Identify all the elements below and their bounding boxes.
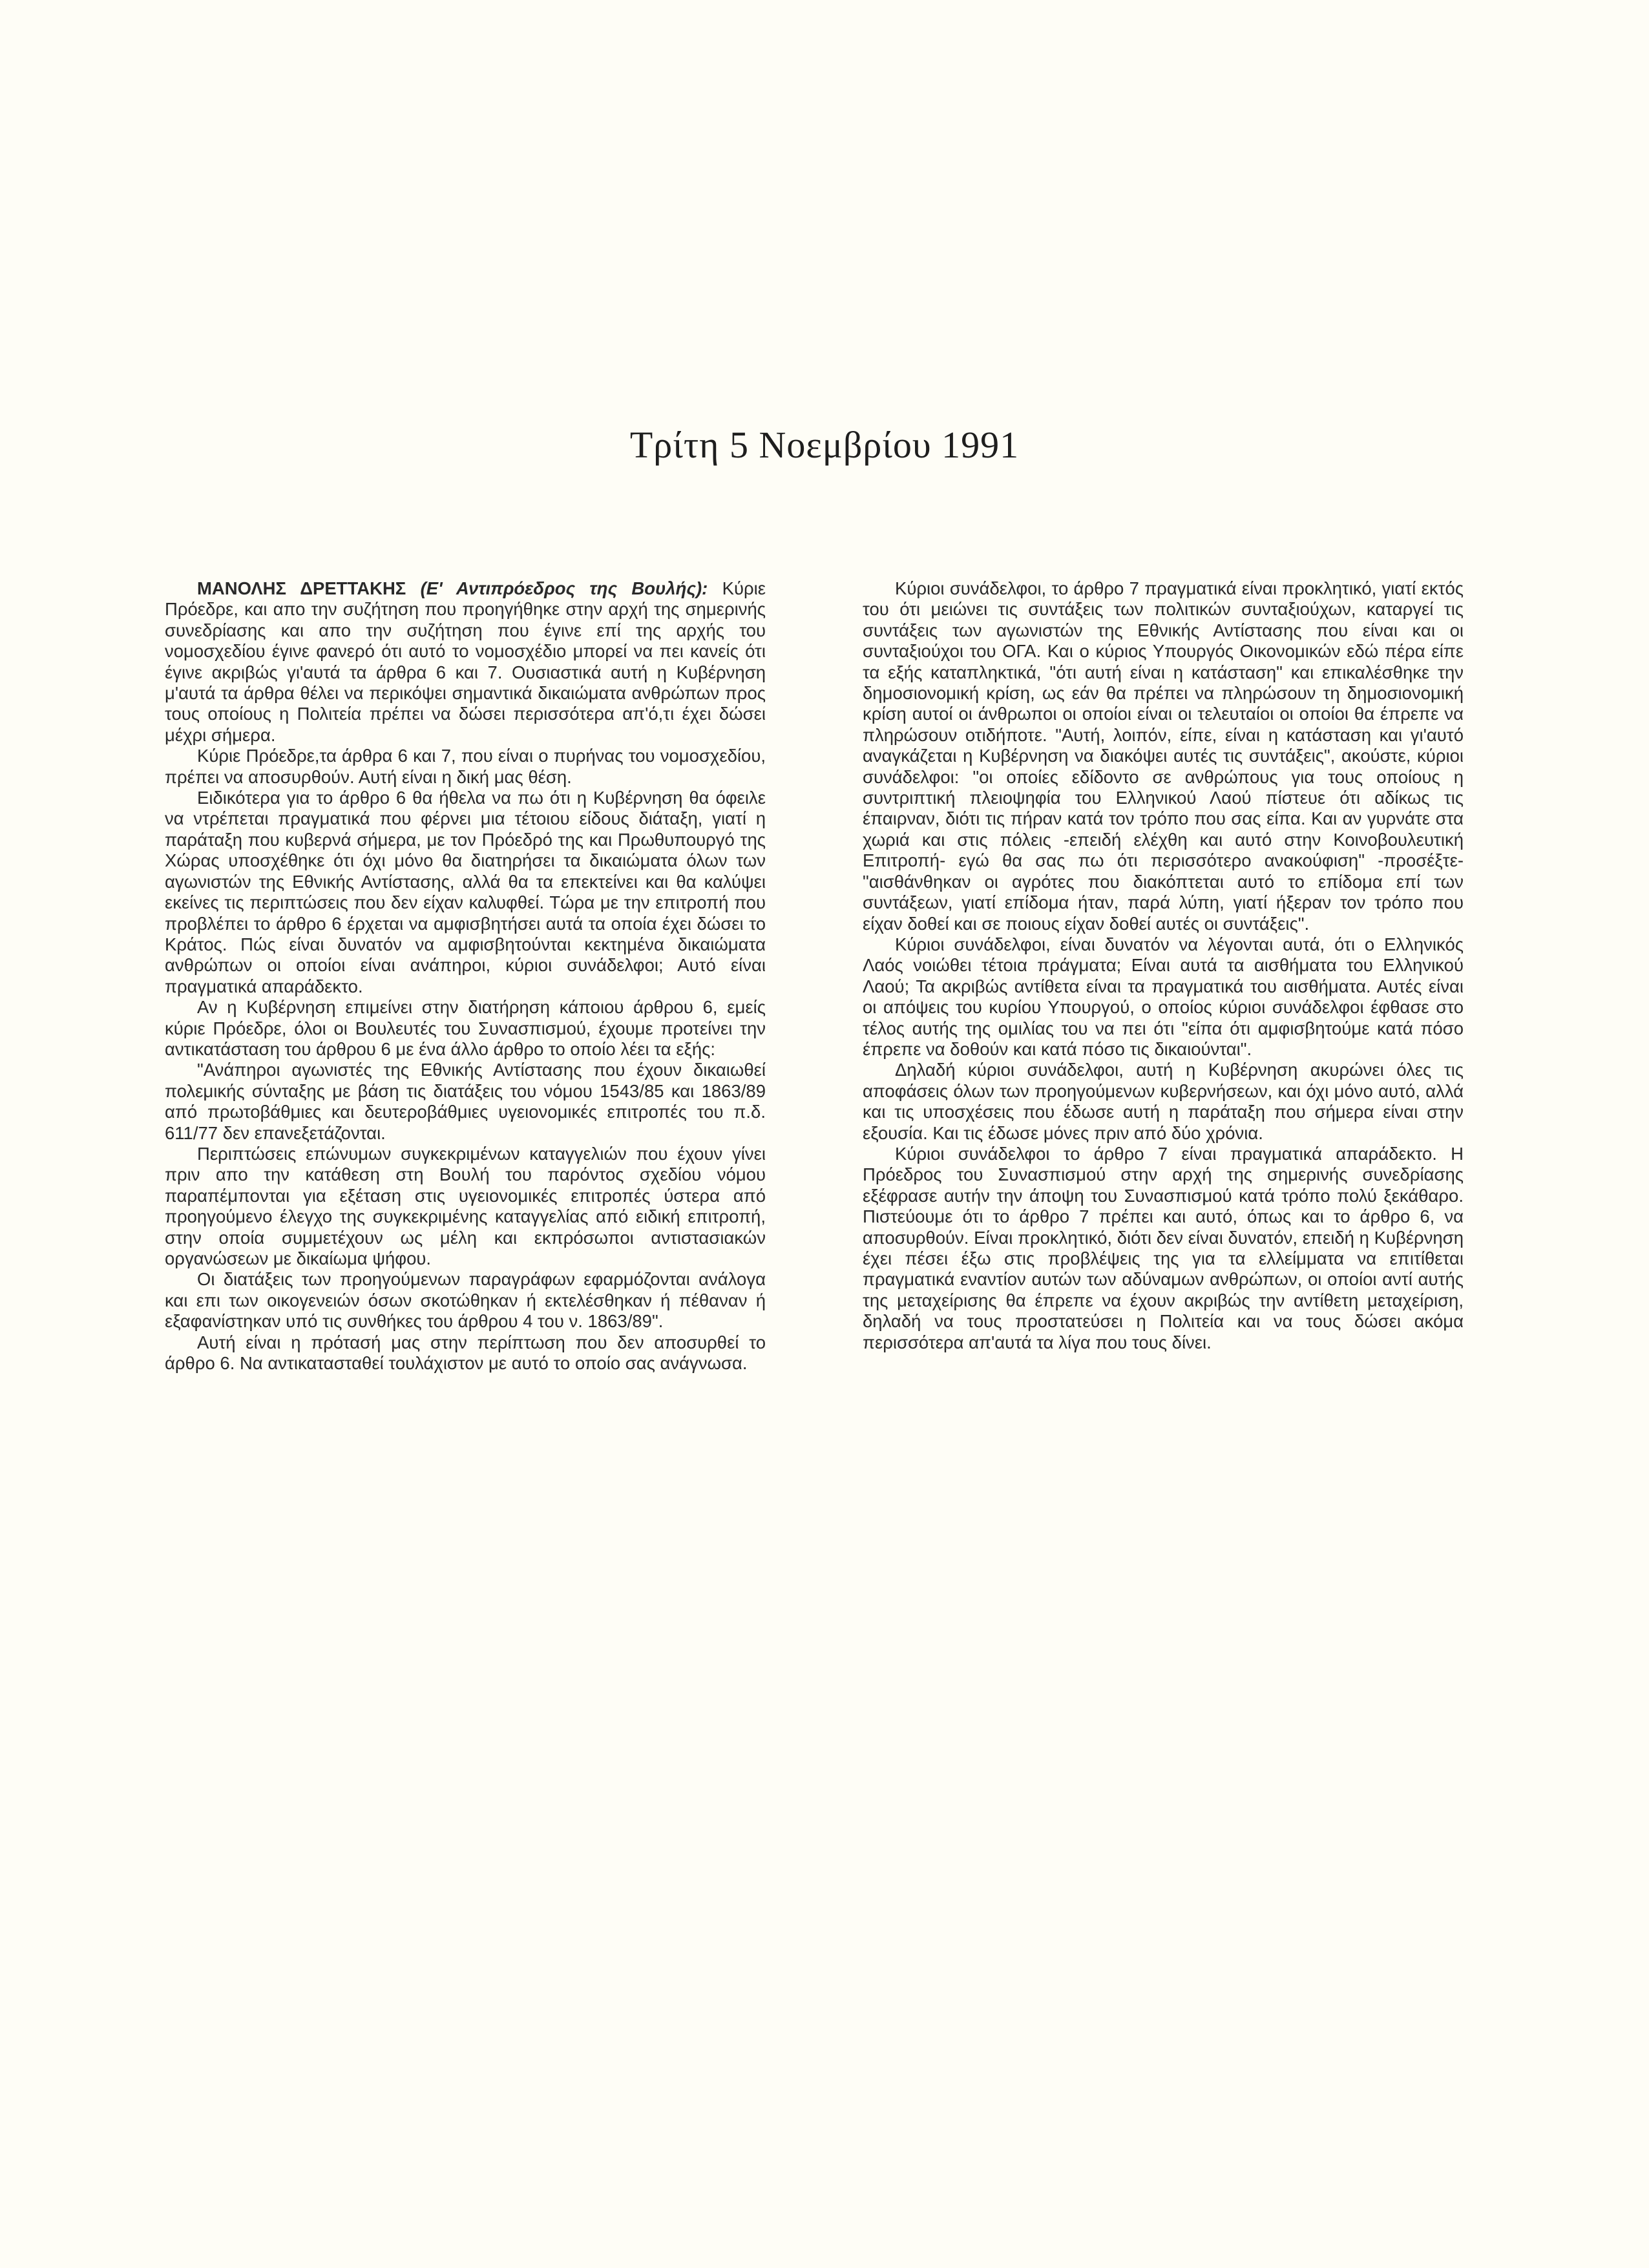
paragraph: Δηλαδή κύριοι συνάδελφοι, αυτή η Κυβέρνηση ακυρώνει όλες τις αποφάσεις όλων των προηγούμενων κυβερνήσεων, και όχι μόνο αυτό, αλλά και τις υποσχέσεις που έδωσε αυτή η παράταξη που σήμερα είναι στην εξουσία. Και τις έδωσε μόνες πριν από δύο χρόνια. (863, 1060, 1464, 1143)
right-column (863, 578, 1464, 1374)
speaker-intro-paragraph (165, 578, 766, 746)
paragraph: Οι διατάξεις των προηγούμενων παραγράφων εφαρμόζονται ανάλογα και επι των οικογενειών όσων σκοτώθηκαν ή εκτελέσθηκαν ή πέθαναν ή εξαφανίστηκαν υπό τις συνθήκες του άρθρου 4 του ν. 1863/89". (165, 1269, 766, 1332)
paragraph: Κύριοι συνάδελφοι το άρθρο 7 είναι πραγματικά απαράδεκτο. Η Πρόεδρος του Συνασπισμού στην αρχή της σημερινής συνεδρίασης εξέφρασε αυτήν την άποψη του Συνασπισμού κατά τρόπο πολύ ξεκάθαρο. Πιστεύουμε ότι το άρθρο 7 πρέπει και αυτό, όπως και το άρθρο 6, να αποσυρθούν. Είναι προκλητικό, διότι δεν είναι δυνατόν, επειδή η Κυβέρνηση έχει πέσει έξω στις προβλέψεις της για τα ελλείμματα να επιτίθεται πραγματικά εναντίον αυτών των αδύναμων ανθρώπων, οι οποίοι αντί αυτής της μεταχείρισης θα έπρεπε να έχουν ακριβώς την αντίθετη μεταχείριση, δηλαδή να τους προστατεύσει η Πολιτεία και να τους δώσει ακόμα περισσότερα απ'αυτά τα λίγα που τους δίνει. (863, 1143, 1464, 1352)
paragraph: Αν η Κυβέρνηση επιμείνει στην διατήρηση κάποιου άρθρου 6, εμείς κύριε Πρόεδρε, όλοι οι Βουλευτές του Συνασπισμού, έχουμε προτείνει την αντικατάσταση του άρθρου 6 με ένα άλλο άρθρο το οποίο λέει τα εξής: (165, 997, 766, 1059)
paragraph: Κύριοι συνάδελφοι, είναι δυνατόν να λέγονται αυτά, ότι ο Ελληνικός Λαός νοιώθει τέτοια πράγματα; Είναι αυτά τα αισθήματα του Ελληνικού Λαού; Τα ακριβώς αντίθετα είναι τα πραγματικά του αισθήματα. Αυτές είναι οι απόψεις του κυρίου Υπουργού, ο οποίος κύριοι συνάδελφοι έφθασε στο τέλος αυτής της ομιλίας του να πει ότι "είπα ότι αμφισβητούμε κατά πόσο έπρεπε να δοθούν και κατά πόσο τις δικαιούνται". (863, 934, 1464, 1059)
speaker-intro-text: Κύριε Πρόεδρε, και απο την συζήτηση που προηγήθηκε στην αρχή της σημερινής συνεδρίασης και απο την συζήτηση που έγινε επί της αρχής του νομοσχεδίου έγινε φανερό ότι αυτό το νομοσχέδιο μπορεί να πει κανείς ότι έγινε ακριβώς γι'αυτά τα άρθρα 6 και 7. Ουσιαστικά αυτή η Κυβέρνηση μ'αυτά τα άρθρα θέλει να περικόψει σημαντικά δικαιώματα ανθρώπων προς τους οποίους η Πολιτεία πρέπει να δώσει περισσότερα απ'ό,τι έχει δώσει μέχρι σήμερα. (165, 578, 766, 745)
speaker-role: (Ε' Αντιπρόεδρος της Βουλής): (420, 578, 708, 598)
page-date-heading: Τρίτη 5 Νοεμβρίου 1991 (629, 424, 1020, 466)
paragraph: Κύριε Πρόεδρε,τα άρθρα 6 και 7, που είναι ο πυρήνας του νομοσχεδίου, πρέπει να αποσυρθούν. Αυτή είναι η δική μας θέση. (165, 746, 766, 787)
text-columns (165, 578, 1464, 1374)
paragraph: "Ανάπηροι αγωνιστές της Εθνικής Αντίστασης που έχουν δικαιωθεί πολεμικής σύνταξης με βάση τις διατάξεις του νόμου 1543/85 και 1863/89 από πρωτοβάθμιες και δευτεροβάθμιες υγειονομικές επιτροπές του π.δ. 611/77 δεν επανεξετάζονται. (165, 1060, 766, 1143)
paragraph: Κύριοι συνάδελφοι, το άρθρο 7 πραγματικά είναι προκλητικό, γιατί εκτός του ότι μειώνει τις συντάξεις των πολιτικών συνταξιούχων, καταργεί τις συντάξεις των αγωνιστών της Εθνικής Αντίστασης που είναι και οι συνταξιούχοι του ΟΓΑ. Και ο κύριος Υπουργός Οικονομικών εδώ πέρα είπε τα εξής καταπληκτικά, "ότι αυτή είναι η κατάσταση" και επικαλέσθηκε την δημοσιονομική κρίση, ως εάν θα πρέπει να πληρώσουν τη δημοσιονομική κρίση αυτοί οι άνθρωποι οι οποίοι είναι οι τελευταίοι οι οποίοι θα έπρεπε να πληρώσουν οτιδήποτε. "Αυτή, λοιπόν, είπε, είναι η κατάσταση και γι'αυτό αναγκάζεται η Κυβέρνηση να διακόψει αυτές τις συντάξεις", ακούστε, κύριοι συνάδελφοι: "οι οποίες εδίδοντο σε ανθρώπους για τους οποίους η συντριπτική πλειοψηφία του Ελληνικού Λαού πίστευε ότι αδίκως τις έπαιρναν, διότι τις πήραν κατά τον τρόπο που σας είπα. Και αν γυρνάτε στα χωριά και στις πόλεις -επειδή ελέχθη και αυτό στην Κοινοβουλευτική Επιτροπή- εγώ θα σας πω ότι περισσότερο ανακούφιση" -προσέξτε-"αισθάνθηκαν οι αγρότες που διακόπτεται αυτό το επίδομα επί των συντάξεων, γιατί επίδομα ήταν, παρά λύπη, γιατί ήξεραν τον τρόπο που είχαν δοθεί και σε ποιους είχαν δοθεί αυτές οι συντάξεις". (863, 578, 1464, 934)
paragraph: Περιπτώσεις επώνυμων συγκεκριμένων καταγγελιών που έχουν γίνει πριν απο την κατάθεση στη Βουλή του παρόντος σχεδίου νόμου παραπέμπονται για εξέταση στις υγειονομικές επιτροπές ύστερα από προηγούμενο έλεγχο της συγκεκριμένης καταγγελίας από ειδική επιτροπή, στην οποία συμμετέχουν ως μέλη και εκπρόσωποι αντιστασιακών οργανώσεων με δικαίωμα ψήφου. (165, 1143, 766, 1268)
paragraph: Ειδικότερα για το άρθρο 6 θα ήθελα να πω ότι η Κυβέρνηση θα όφειλε να ντρέπεται πραγματικά που φέρνει μια τέτοιου είδους διάταξη, γιατί η παράταξη που κυβερνά σήμερα, με τον Πρόεδρό της και Πρωθυπουργό της Χώρας υποσχέθηκε ότι όχι μόνο θα διατηρήσει τα δικαιώματα όλων των αγωνιστών της Εθνικής Αντίστασης, αλλά θα τα επεκτείνει και θα καλύψει εκείνες τις περιπτώσεις που δεν είχαν καλυφθεί. Τώρα με την επιτροπή που προβλέπει το άρθρο 6 έρχεται να αμφισβητήσει αυτά τα οποία έχει δώσει το Κράτος. Πώς είναι δυνατόν να αμφισβητούνται κεκτημένα δικαιώματα ανθρώπων οι οποίοι είναι ανάπηροι, κύριοι συνάδελφοι; Αυτό είναι πραγματικά απαράδεκτο. (165, 788, 766, 996)
left-column (165, 578, 766, 1374)
speaker-name: ΜΑΝΟΛΗΣ ΔΡΕΤΤΑΚΗΣ (197, 578, 406, 598)
paragraph: Αυτή είναι η πρότασή μας στην περίπτωση που δεν αποσυρθεί το άρθρο 6. Να αντικατασταθεί τουλάχιστον με αυτό το οποίο σας ανάγνωσα. (165, 1332, 766, 1374)
